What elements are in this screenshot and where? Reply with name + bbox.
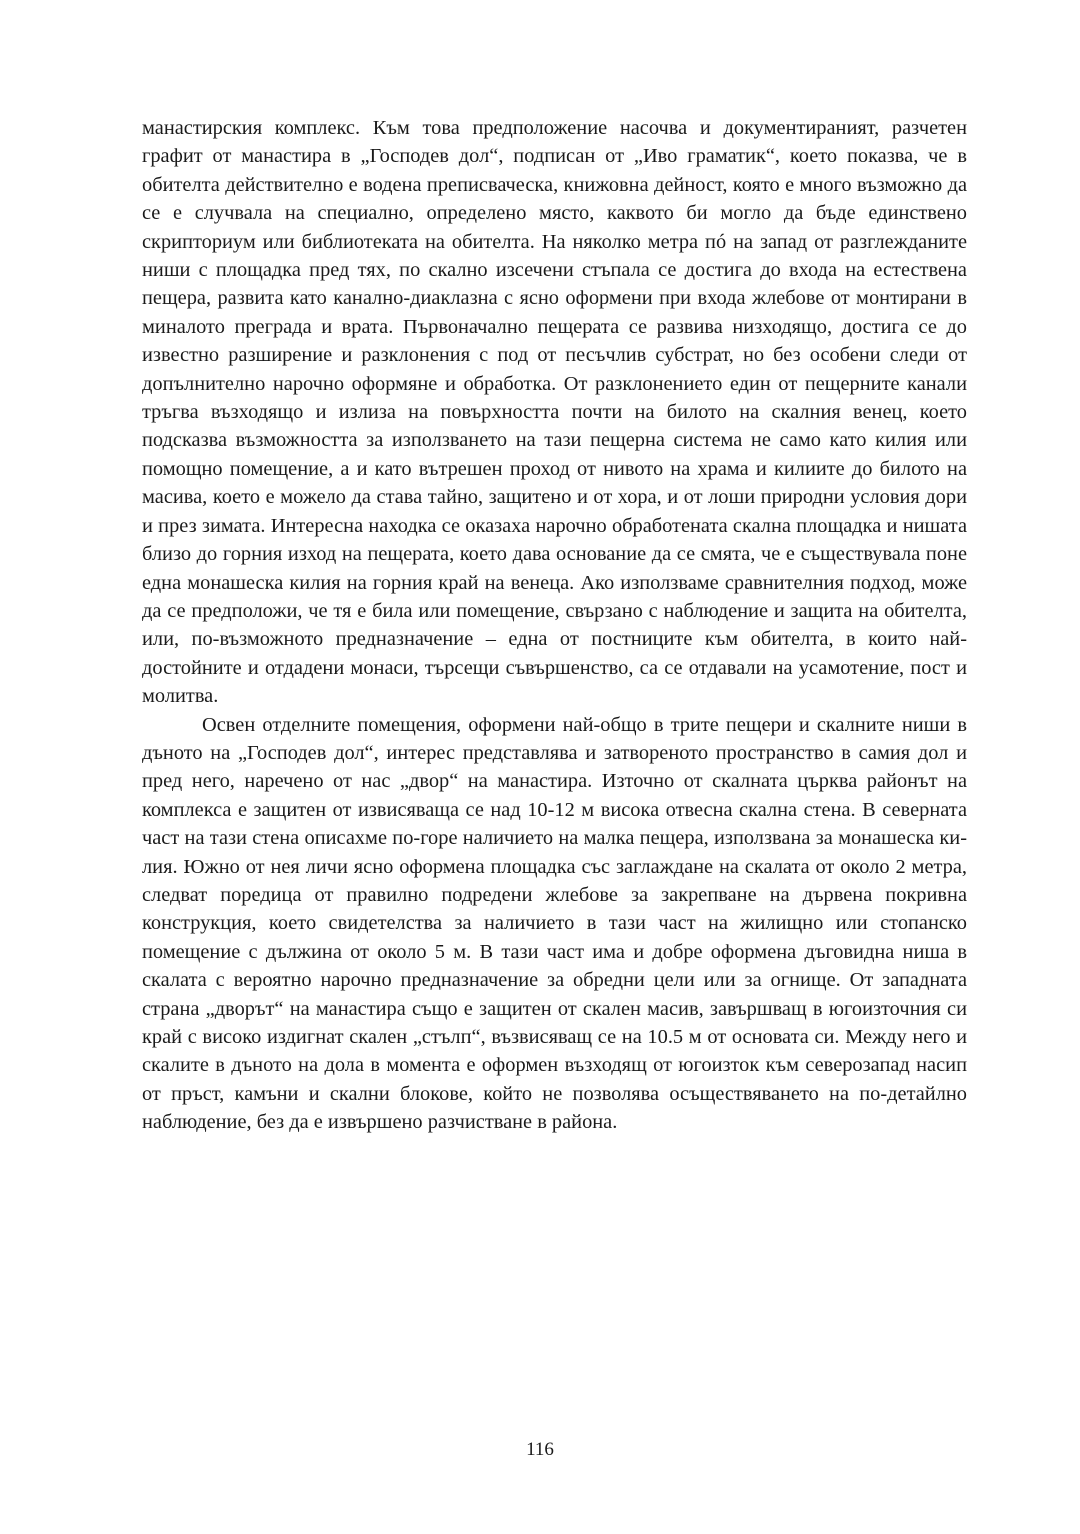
paragraph-2: Освен отделните помещения, оформени най-общо в трите пещери и скалните ниши в дъното на „Господев дол“, интерес представлява и затвореното пространство в самия дол и пред него, наречено от нас „двор“ на манастира. Източно от скалната църква районът на комплекса е защитен от извисяваща се над 10-12 м висока отвесна скална стена. В северната част на тази стена описахме по-горе наличието на малка пещера, използвана за монашеска килия. Южно от нея личи ясно оформена площадка със заглаждане на скалата от около 2 метра, следват поредица от правилно подредени жлебове за закрепване на дървена покривна конструкция, което свидетелства за наличието в тази част на жилищно или стопанско помещение с дължина от около 5 м. В тази част има и добре оформена дъговидна ниша в скалата с вероятно нарочно предназначение за обредни цели или за огнище. От западната страна „дворът“ на манастира също е защитен от скален масив, завършващ в югоизточния си край с високо издигнат скален „стълп“, възвисяващ се на 10.5 м от основата си. Между него и скалите в дъното на дола в момента е оформен възходящ от югоизток към северозапад насип от пръст, камъни и скални блокове, който не позволява осъществяването на по-детайлно наблюдение, без да е извършено разчистване в района. (142, 713, 967, 1134)
paragraph-1: манастирския комплекс. Към това предположение насочва и документираният, разчетен графит от манастира в „Господев дол“, подписан от „Иво граматик“, което показва, че в обителта действително е водена преписваческа, книжовна дейност, която е много възможно да се е случвала на специално, определено място, каквото би могло да бъде единствено скрипториум или библиотеката на обителта. На няколко метра пó на запад от разглежданите ниши с площадка пред тях, по скално изсечени стъпала се достига до входа на естествена пещера, развита като канално-диаклазна с ясно оформени при входа жлебове от монтирани в миналото преграда и врата. Първоначално пещерата се развива низходящо, достига се до известно разширение и разклонения с под от песъчлив субстрат, но без особени следи от допълнително нарочно оформяне и обработка. От разклонението един от пещерните канали тръгва възходящо и излиза на повърхността почти на билото на скалния венец, което подсказва възможността за използването на тази пещерна система не само като килия или помощно помещение, а и като вътрешен проход от нивото на храма и килиите до билото на масива, което е можело да става тайно, защитено и от хора, и от лоши природни условия дори и през зимата. Интересна находка се оказаха нарочно обработената скална площадка и нишата близо до горния изход на пещерата, което дава основание да се смята, че е съществувала поне една монашеска килия на горния край на венеца. Ако използваме сравнителния подход, може да се предположи, че тя е била или помещение, свързано с наблюдение и защита на обителта, или, по-възможното предназначение – една от постниците към обителта, в които най-достойните и отдадени монаси, търсещи съвършенство, са се отдавали на усамотение, пост и молитва. (142, 117, 967, 708)
body-text (142, 114, 967, 1137)
page-number: 116 (526, 1439, 554, 1460)
